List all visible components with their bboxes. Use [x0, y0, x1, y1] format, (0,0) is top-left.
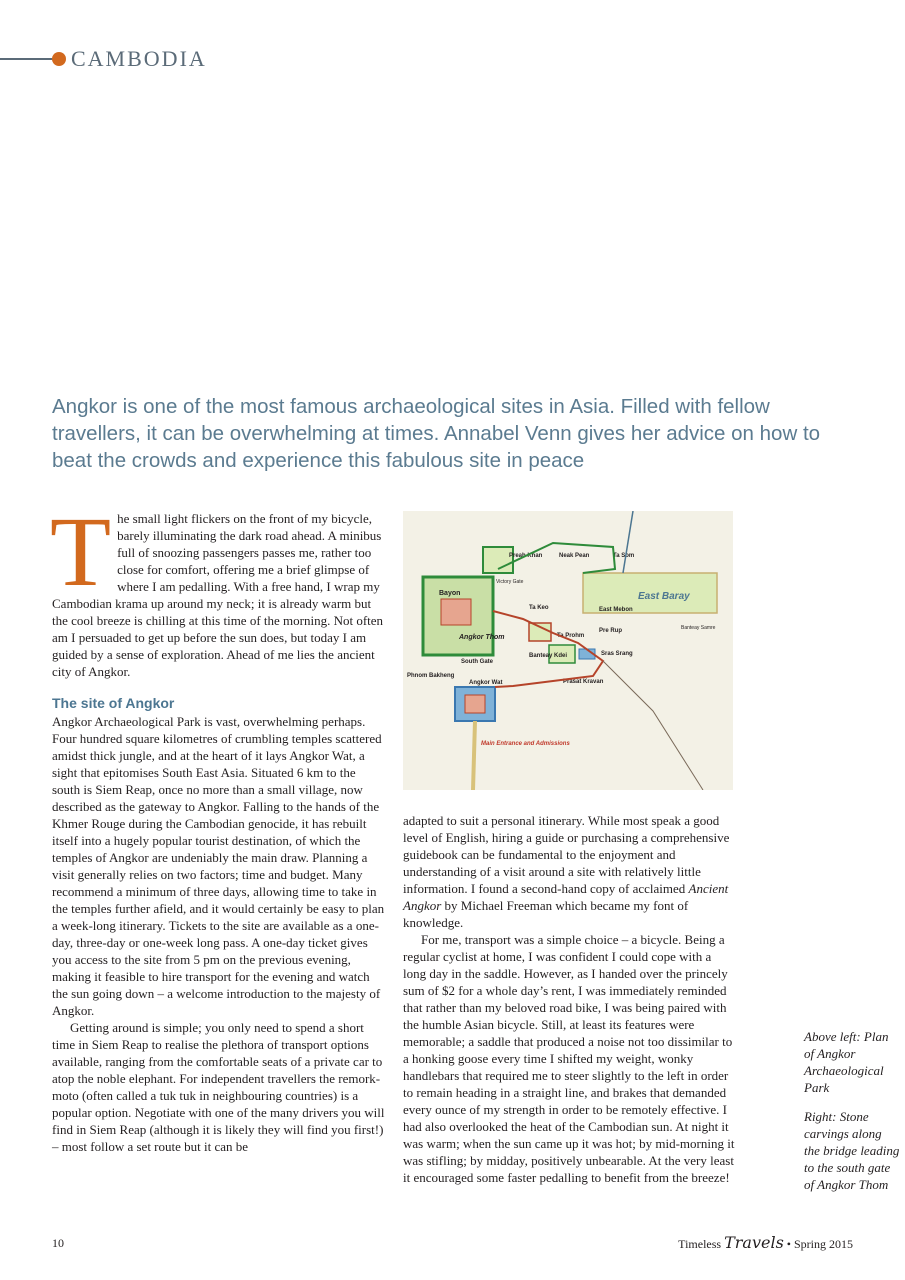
map-label-sras-srang: Sras Srang — [601, 651, 633, 657]
angkor-map — [403, 511, 733, 790]
caption-carvings: Right: Stone carvings along the bridge leading to the south gate of Angkor Thom — [804, 1109, 900, 1192]
map-label-banteay-samre: Banteay Samre — [681, 625, 716, 631]
map-ta-prohm — [529, 623, 551, 641]
map-label-east-baray: East Baray — [638, 591, 690, 602]
angkor-map-graphic — [403, 511, 733, 790]
paragraph-bicycle: For me, transport was a simple choice – a bicycle. Being a regular cyclist at home, I was confident I could cope with a long day in the saddle. However, as I handed over the princely sum of $2 for a whole day’s rent, I was immediately reminded that rather than my beloved road bike, I was being paired with the humble Asian bicycle. Still, at least its features were memorable; a saddle that produced a noise not too dissimilar to a honking goose every time I shifted my weight, wonky handlebars that required me to steer slightly to the left in order to remain heading in a straight line, and brakes that demanded every ounce of my strength in order to be remotely effective. I had also overlooked the heat of the Cambodian sun. At night it was warm; when the sun came up it was hot; by mid-morning it was stifling; by midday, positively unbearable. At the very least it encouraged some faster pedalling to benefit from the breeze! — [403, 932, 735, 1185]
article-intro: Angkor is one of the most famous archaeological sites in Asia. Filled with fellow travellers, it can be overwhelming at times. Annabel Venn gives her advice on how to beat the crowds and experience this fabulous site in peace — [52, 395, 821, 472]
map-label-east-mebon: East Mebon — [599, 607, 633, 613]
map-label-prasat-kravan: Prasat Kravan — [563, 679, 604, 685]
map-label-bayon: Bayon — [439, 590, 461, 597]
subheading-site: The site of Angkor — [52, 695, 175, 711]
map-bayon — [441, 599, 471, 625]
map-label-angkor-wat: Angkor Wat — [469, 680, 503, 686]
paragraph-site: Angkor Archaeological Park is vast, overwhelming perhaps. Four hundred square kilometres of crumbling temples scattered amidst thick jungle, and at the heart of it lays Angkor Wat, a sight that epitomises South East Asia. Situated 6 km to the south is Siem Reap, once no more than a small village, now described as the gateway to Angkor. Falling to the hands of the Khmer Rouge during the Cambodian genocide, it has rebuilt itself into a hugely popular tourist destination, of which the temples of Angkor are undeniably the main draw. Planning a visit generally relies on two factors; time and budget. Many recommend a minimum of three days, allowing time to take in the temples further afield, and it would certainly be easy to plan a week-long itinerary. Tickets to the site are available as a one-day, three-day or one-week long pass. A one-day ticket gives you access to the site from 5 pm on the previous evening, making it feasible to hire transport for the evening and watch the sun going down – a welcome introduction to the majesty of Angkor. — [52, 714, 385, 1018]
header-bullet-icon — [52, 52, 66, 66]
paragraph-opening-text: he small light flickers on the front of my bicycle, barely illuminating the dark road ahead. A minibus full of snoozing passengers passes me, rather too close for comfort, offering me a brief glimpse of where I am pedalling. With a free hand, I wrap my Cambodian krama up around my neck; it is already warm but the cool breeze is chilling at this time of the morning. Not often am I persuaded to get up before the sun does, but today I am guided by a sense of exploration. Ahead of me lies the ancient city of Angkor. — [52, 511, 384, 679]
map-label-main-entrance: Main Entrance and Admissions — [481, 741, 570, 747]
map-label-phnom-bakheng: Phnom Bakheng — [407, 673, 455, 679]
paragraph-guide-text-a: adapted to suit a personal itinerary. While most speak a good level of English, hiring a guide or purchasing a comprehensive guidebook can be fundamental to the enjoyment and understanding of a visit around a site with relatively little information. I found a second-hand copy of acclaimed — [403, 813, 730, 896]
map-label-ta-keo: Ta Keo — [529, 605, 549, 611]
drop-cap: T — [50, 496, 112, 607]
article-column-left — [50, 496, 385, 1155]
map-label-angkor-thom: Angkor Thom — [459, 634, 505, 641]
map-label-banteay-kdei: Banteay Kdei — [529, 653, 568, 659]
article-column-right — [403, 812, 735, 1186]
map-label-south-gate: South Gate — [461, 659, 494, 665]
header-rule — [0, 58, 56, 60]
map-angkor-wat-temple — [465, 695, 485, 713]
footer-brand-script: Travels — [724, 1233, 784, 1252]
caption-map: Above left: Plan of Angkor Archaeological Park — [804, 1029, 889, 1095]
paragraph-guide-text-b: by Michael Freeman which became my font of knowledge. — [403, 898, 689, 930]
map-label-ta-prohm: Ta Prohm — [557, 633, 585, 639]
footer-issue: • Spring 2015 — [783, 1237, 853, 1251]
paragraph-opening — [50, 496, 385, 680]
map-label-neak-pean: Neak Pean — [559, 553, 590, 559]
section-header — [0, 46, 300, 72]
footer-brand-prefix: Timeless — [678, 1237, 725, 1251]
section-title: CAMBODIA — [71, 46, 207, 71]
map-label-preah-khan: Preah Khan — [509, 553, 543, 559]
map-label-pre-rup: Pre Rup — [599, 628, 623, 634]
page-number: 10 — [52, 1236, 64, 1250]
paragraph-guide — [403, 812, 735, 931]
map-preah-khan — [483, 547, 513, 573]
map-label-victory-gate: Victory Gate — [496, 579, 524, 585]
book-title: Ancient Angkor — [403, 881, 729, 913]
paragraph-getting-around: Getting around is simple; you only need to spend a short time in Siem Reap to realise the plethora of transport options available, ranging from the comfortable seats of a private car to atop the noble elephant. For independent travellers the remork-moto (often called a tuk tuk in neighbouring countries) is a popular option. Negotiate with one of the many drivers you will find in Siem Reap (although it is likely they will find you first!) – most follow a set route but it can be — [52, 1020, 385, 1154]
map-label-ta-som: Ta Som — [613, 553, 635, 559]
map-main-road — [473, 721, 475, 790]
magazine-footer — [678, 1233, 853, 1252]
